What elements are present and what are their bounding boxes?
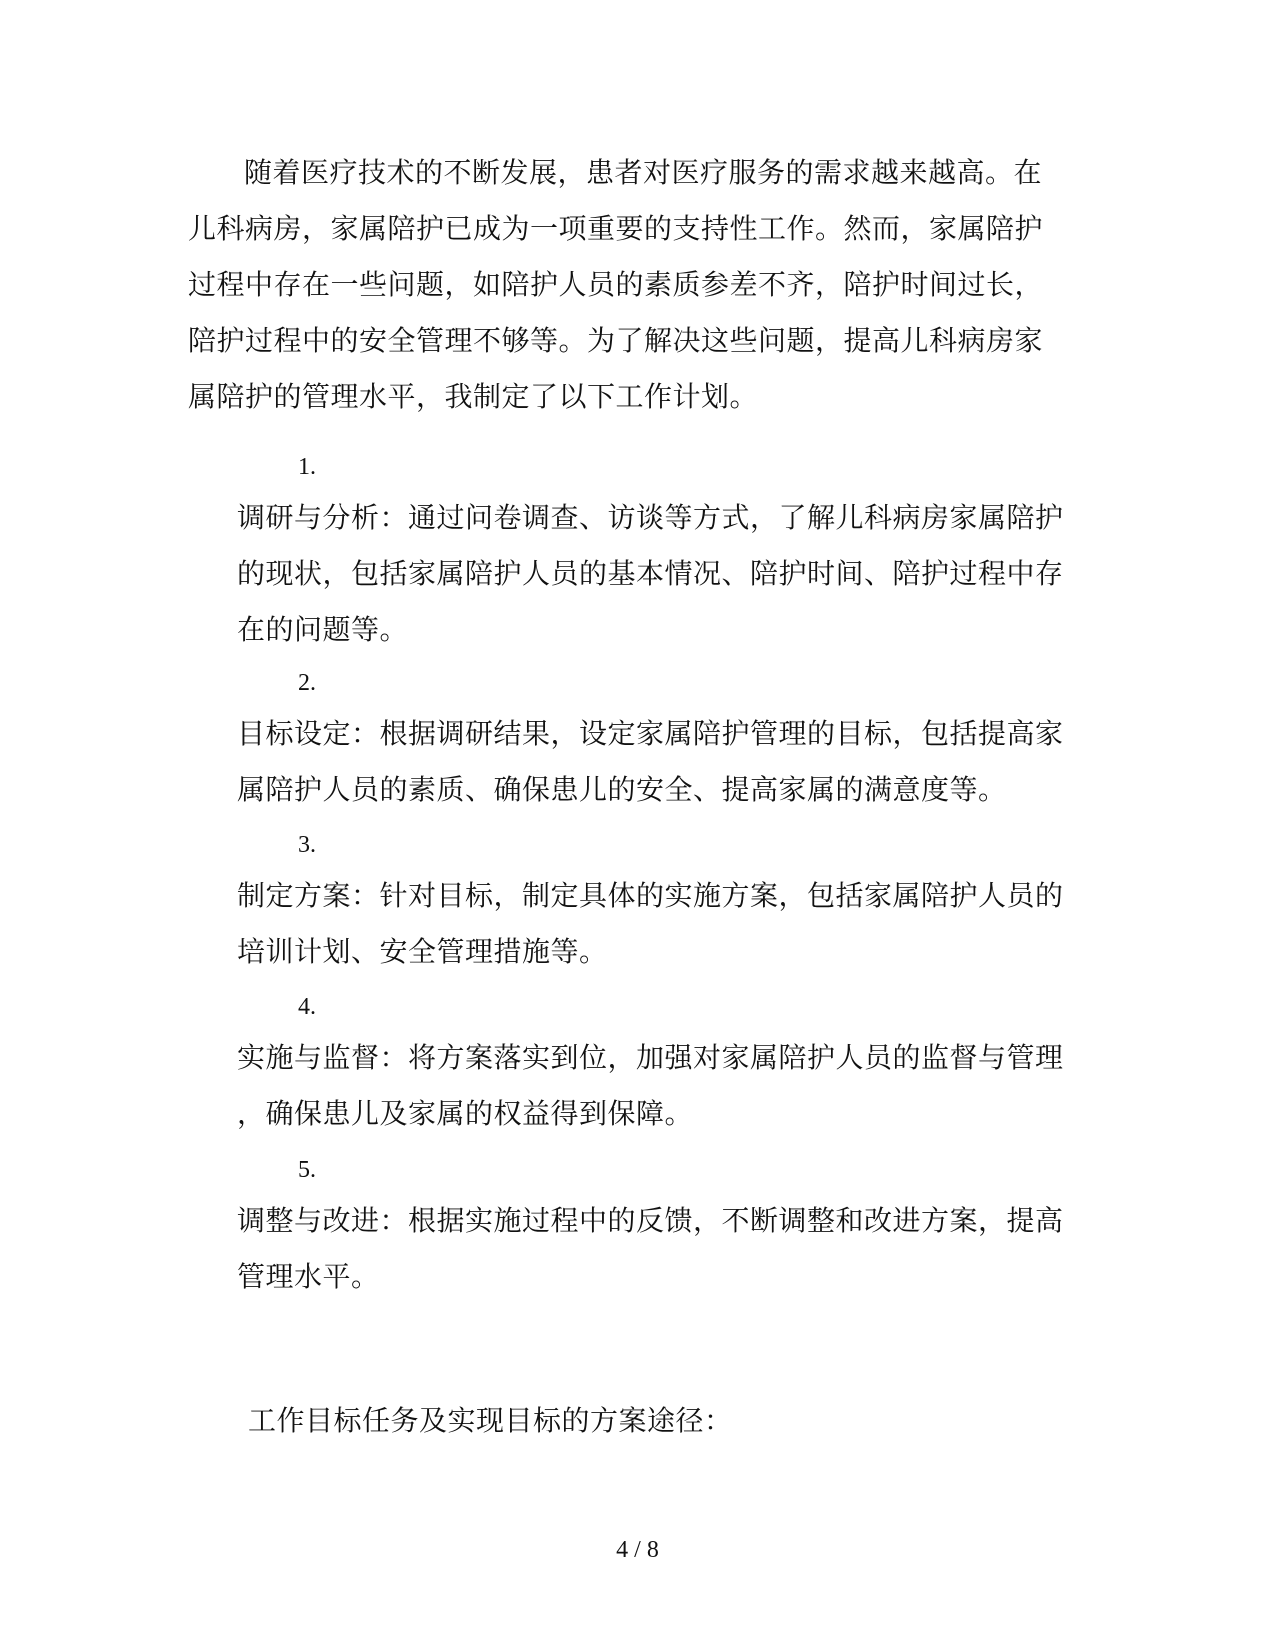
intro-line: 过程中存在一些问题，如陪护人员的素质参差不齐，陪护时间过长，: [188, 268, 1044, 301]
list-item-number: 3.: [298, 832, 316, 858]
intro-line: 儿科病房，家属陪护已成为一项重要的支持性工作。然而，家属陪护: [188, 212, 1044, 245]
list-item-line: ，确保患儿及家属的权益得到保障。: [237, 1097, 694, 1130]
page-number: 4 / 8: [616, 1537, 659, 1563]
intro-line: 陪护过程中的安全管理不够等。为了解决这些问题，提高儿科病房家: [188, 324, 1044, 357]
list-item-number: 5.: [298, 1157, 316, 1183]
list-item-text: [237, 490, 1097, 658]
intro-paragraph: [188, 145, 1068, 425]
list-item-line: 管理水平。: [237, 1260, 380, 1293]
list-item-number: 2.: [298, 670, 316, 696]
list-item-text: [237, 868, 1097, 980]
list-item-text: [237, 1030, 1097, 1142]
list-item-line: 培训计划、安全管理措施等。: [237, 935, 608, 968]
list-item-number: 1.: [298, 454, 316, 480]
list-item-text: [237, 1193, 1097, 1305]
list-item-number: 4.: [298, 994, 316, 1020]
list-item-line: 调整与改进：根据实施过程中的反馈，不断调整和改进方案，提高: [237, 1204, 1064, 1237]
list-item-line: 的现状，包括家属陪护人员的基本情况、陪护时间、陪护过程中存: [237, 557, 1064, 590]
intro-line: 随着医疗技术的不断发展，患者对医疗服务的需求越来越高。在: [244, 156, 1043, 189]
list-item-line: 实施与监督：将方案落实到位，加强对家属陪护人员的监督与管理: [237, 1041, 1064, 1074]
list-item-text: [237, 706, 1097, 818]
list-item-line: 目标设定：根据调研结果，设定家属陪护管理的目标，包括提高家: [237, 717, 1064, 750]
list-item-line: 在的问题等。: [237, 613, 409, 646]
list-item-line: 属陪护人员的素质、确保患儿的安全、提高家属的满意度等。: [237, 773, 1007, 806]
intro-line: 属陪护的管理水平，我制定了以下工作计划。: [188, 380, 759, 413]
list-item-line: 调研与分析：通过问卷调查、访谈等方式，了解儿科病房家属陪护: [237, 501, 1064, 534]
list-item-line: 制定方案：针对目标，制定具体的实施方案，包括家属陪护人员的: [237, 879, 1064, 912]
section-heading: 工作目标任务及实现目标的方案途径：: [248, 1404, 733, 1437]
